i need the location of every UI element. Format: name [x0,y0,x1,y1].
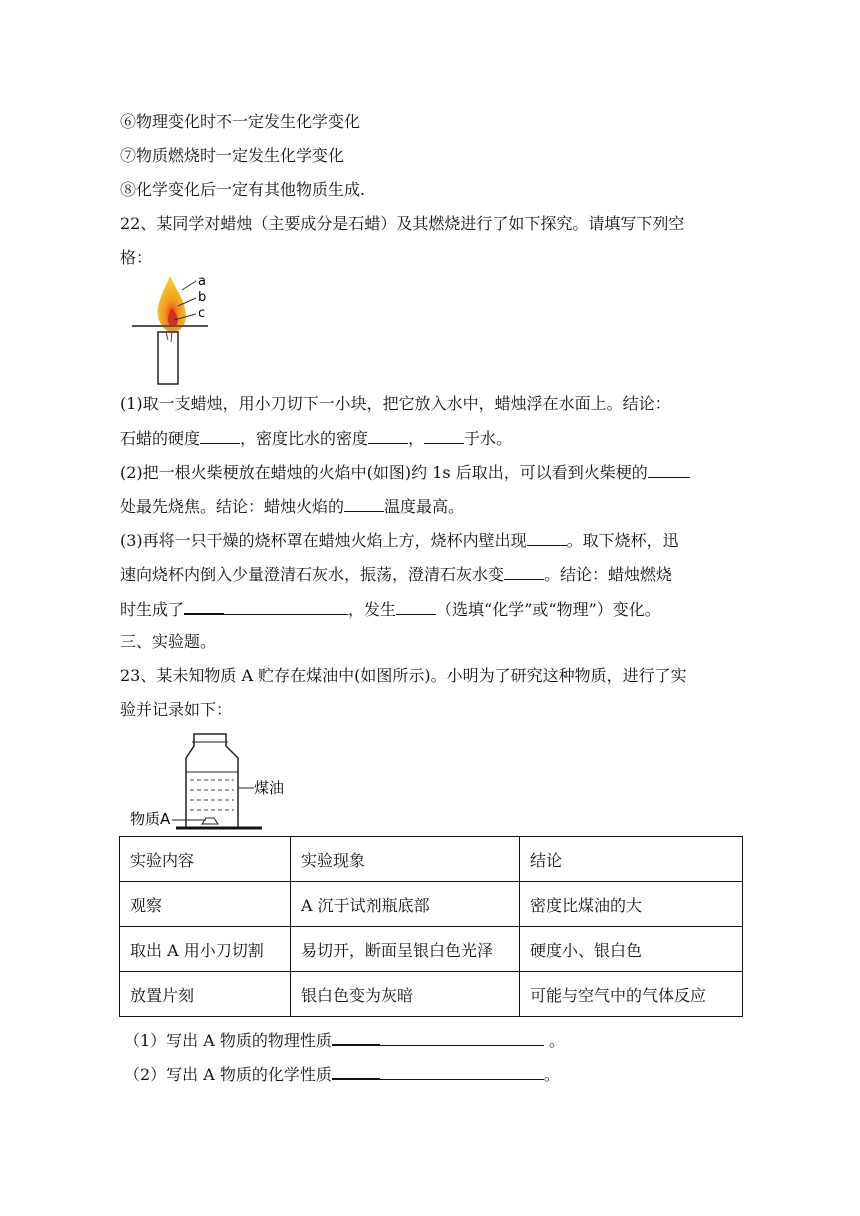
table-cell: 银白色变为灰暗 [291,972,520,1017]
q22-p2-line1: (2)把一根火柴梗放在蜡烛的火焰中(如图)约 1s 后取出，可以看到火柴梗的 [120,461,690,484]
table-cell: 取出 A 用小刀切割 [120,927,291,972]
q23-stem-line1: 23、某未知物质 A 贮存在煤油中(如图所示)。小明为了研究这种物质，进行了实 [120,666,687,685]
q23-stem-line2: 验并记录如下： [120,700,233,719]
q23-sub2: （2）写出 A 物质的化学性质 。 [124,1062,560,1086]
item-6: ⑥物理变化时不一定发生化学变化 [120,112,361,131]
experiment-table [119,836,743,1017]
table-cell: 可能与空气中的气体反应 [520,972,743,1017]
item-7: ⑦物质燃烧时一定发生化学变化 [120,146,345,165]
q22-p1-line1: (1)取一支蜡烛，用小刀切下一小块，把它放入水中，蜡烛浮在水面上。结论： [120,394,671,413]
table-row [120,972,743,1017]
candle-flame-figure [128,268,218,388]
flame-label-a: a [198,274,206,289]
q22-p2-line2: 处最先烧焦。结论：蜡烛火焰的 温度最高。 [120,497,465,516]
reagent-bottle-figure [128,728,298,832]
q22-p3-line2: 速向烧杯内倒入少量澄清石灰水，振荡，澄清石灰水变 。结论：蜡烛燃烧 [120,565,673,584]
substance-a-label: 物质A [130,810,171,828]
q22-p1-line2: 石蜡的硬度 ，密度比水的密度 ， 于水。 [120,429,513,448]
q22-p3-line3: 时生成了 ，发生 （选填“化学”或“物理”）变化。 [120,597,661,621]
q22-stem-line2: 格： [120,248,153,267]
q22-stem-line1: 22、某同学对蜡烛（主要成分是石蜡）及其燃烧进行了如下探究。请填写下列空 [120,214,685,233]
kerosene-label: 煤油 [254,779,285,797]
table-cell: A 沉于试剂瓶底部 [291,882,520,927]
flame-label-b: b [198,290,207,305]
q23-sub1: （1）写出 A 物质的物理性质 。 [124,1028,565,1052]
section-3-heading: 三、实验题。 [120,632,217,651]
table-row [120,882,743,927]
table-header-cell: 实验现象 [291,837,520,882]
table-row [120,837,743,882]
table-cell: 放置片刻 [120,972,291,1017]
table-cell: 观察 [120,882,291,927]
flame-label-c: c [198,306,206,321]
item-8: ⑧化学变化后一定有其他物质生成. [120,180,366,199]
table-header-cell: 结论 [520,837,743,882]
table-cell: 硬度小、银白色 [520,927,743,972]
table-cell: 易切开，断面呈银白色光泽 [291,927,520,972]
table-header-cell: 实验内容 [120,837,291,882]
table-row [120,927,743,972]
table-cell: 密度比煤油的大 [520,882,743,927]
q22-p3-line1: (3)再将一只干燥的烧杯罩在蜡烛火焰上方，烧杯内壁出现 。取下烧杯，迅 [120,531,679,550]
